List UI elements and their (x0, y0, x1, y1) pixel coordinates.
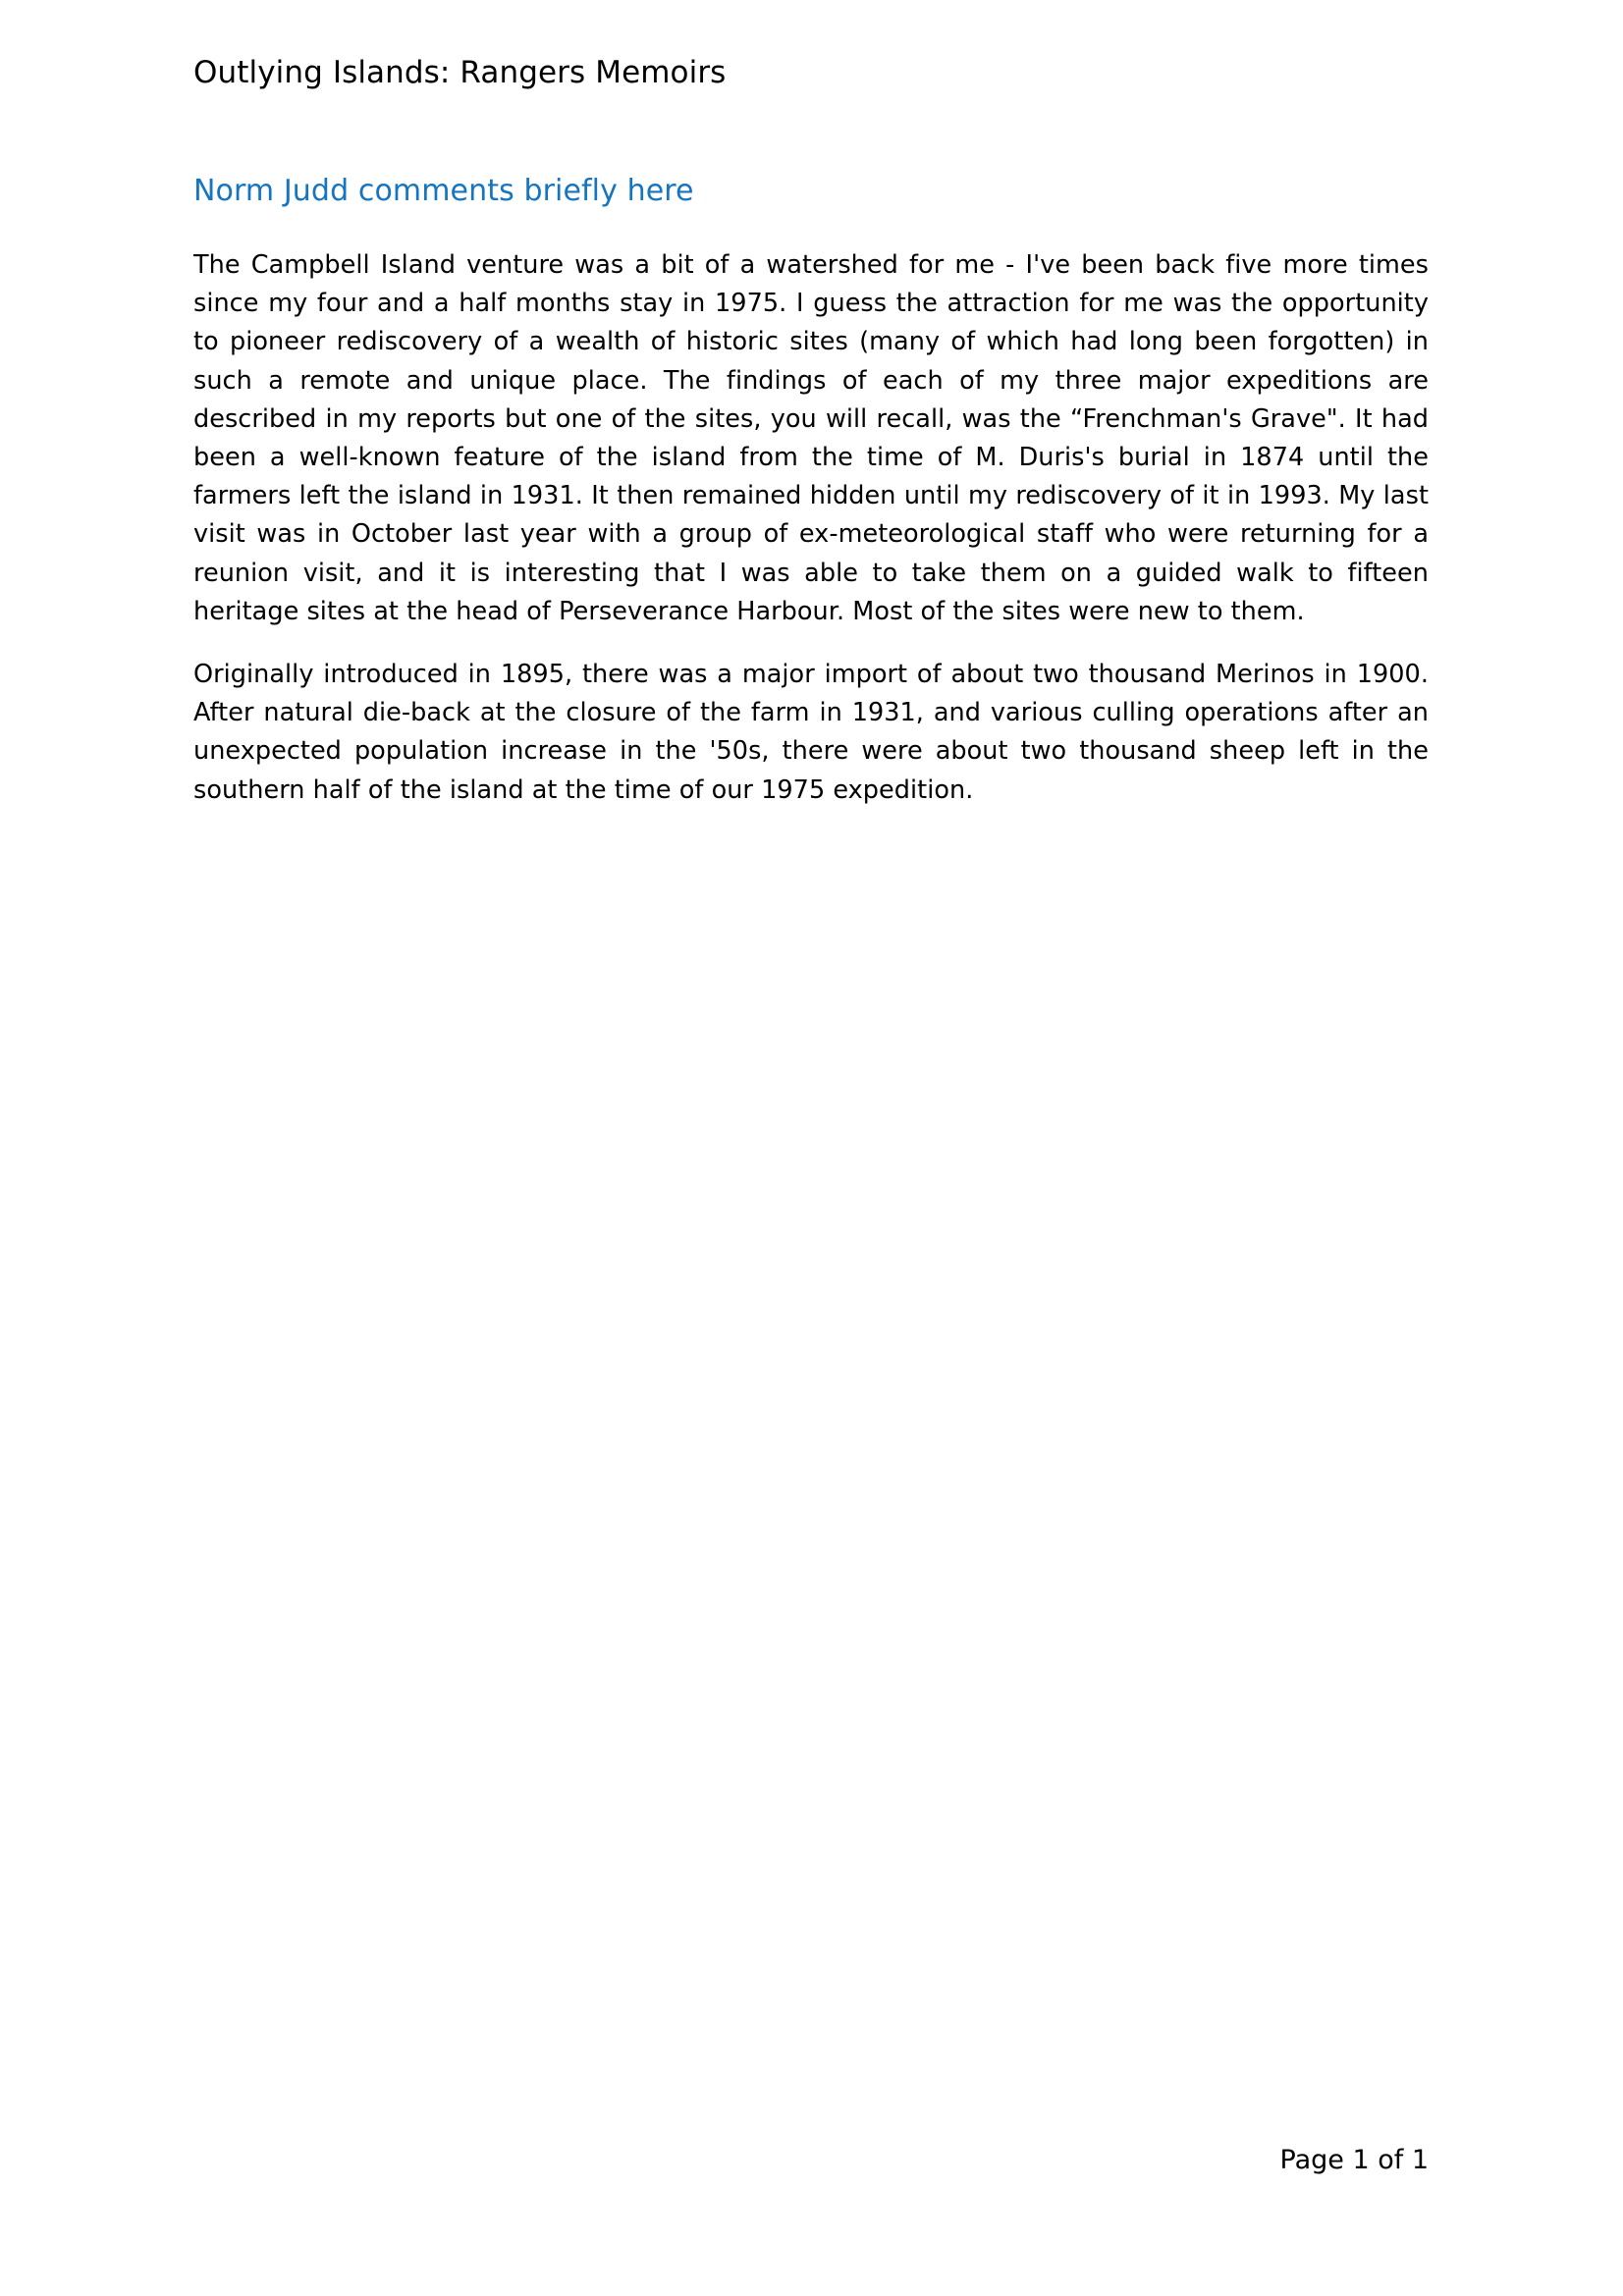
body-paragraph-1: The Campbell Island venture was a bit of a watershed for me - I've been back five more times since my four and a half months stay in 1975. I guess the attraction for me was the opportunity to pioneer rediscovery of a wealth of historic sites (many of which had long been forgotten) in such a remote and unique place. The findings of each of my three major expeditions are described in my reports but one of the sites, you will recall, was the “Frenchman's Grave". It had been a well-known feature of the island from the time of M. Duris's burial in 1874 until the farmers left the island in 1931. It then remained hidden until my rediscovery of it in 1993. My last visit was in October last year with a group of ex-meteorological staff who were returning for a reunion visit, and it is interesting that I was able to take them on a guided walk to fifteen heritage sites at the head of Perseverance Harbour. Most of the sites were new to them. (193, 250, 1429, 626)
body-paragraph-2: Originally introduced in 1895, there was a major import of about two thousand Merinos in 1900. After natural die-back at the closure of the farm in 1931, and various culling operations after an unexpected population increase in the '50s, there were about two thousand sheep left in the southern half of the island at the time of our 1975 expedition. (193, 660, 1429, 805)
document-content (193, 0, 1429, 810)
section-heading: Norm Judd comments briefly here (193, 174, 694, 208)
page-footer: Page 1 of 1 (1279, 2145, 1429, 2175)
page-title: Outlying Islands: Rangers Memoirs (193, 55, 727, 90)
